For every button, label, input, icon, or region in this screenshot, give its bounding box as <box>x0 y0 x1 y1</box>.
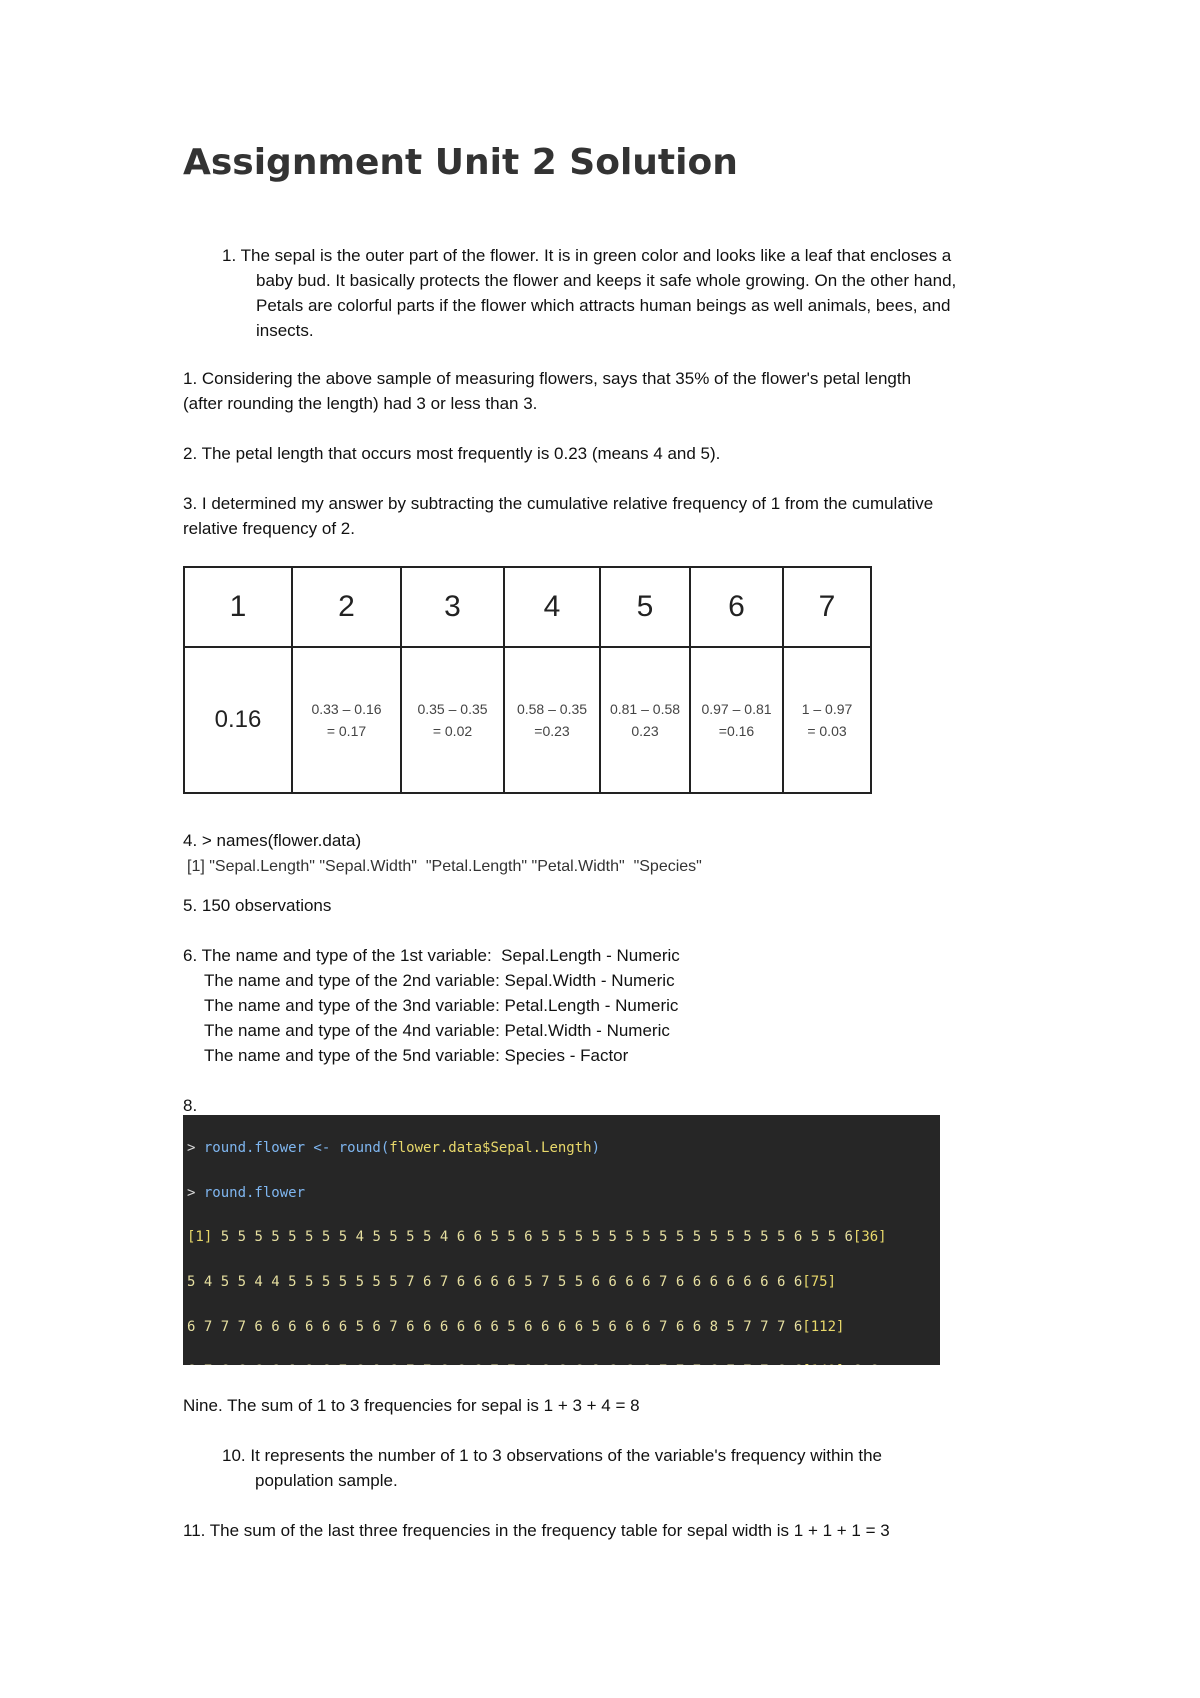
frequency-table-value-row <box>184 647 871 793</box>
question-1-line-2: baby bud. It basically protects the flower and keeps it safe whole growing. On the other hand, <box>256 271 957 290</box>
answer-5: 5. 150 observations <box>183 896 332 915</box>
console-line: 5 4 5 5 4 4 5 5 5 5 5 5 5 7 6 7 6 6 6 6 5 7 5 5 6 6 6 6 7 6 6 6 6 6 6 6 6[75] <box>187 1274 837 1291</box>
table-value-cell <box>292 647 401 793</box>
table-value-line-2: = 0.17 <box>326 723 367 739</box>
frequency-table <box>183 566 872 794</box>
console-line: > round.flower <- round(flower.data$Sepal.Length) <box>187 1140 601 1157</box>
answer-3 <box>183 491 1023 541</box>
table-header-cell: 1 <box>184 567 292 647</box>
console-line: 6 7 7 7 6 6 6 6 6 6 5 6 7 6 6 6 6 6 6 5 6 6 6 6 5 6 6 6 7 6 6 8 5 7 7 7 6[112] <box>187 1318 845 1335</box>
table-value-cell <box>504 647 600 793</box>
table-value-line-2: = 0.03 <box>807 723 847 739</box>
table-value-line-1: 0.35 – 0.35 <box>417 701 488 717</box>
question-1-line-4: insects. <box>256 321 314 340</box>
answer-6-line-3: The name and type of the 3nd variable: Petal.Length - Numeric <box>204 996 679 1015</box>
question-1-number: 1. <box>222 246 237 265</box>
answer-11: 11. The sum of the last three frequencies in the frequency table for sepal width is 1 + 1 + 1 = 3 <box>183 1521 890 1540</box>
table-header-cell: 4 <box>504 567 600 647</box>
table-value-line-1: 0.16 <box>214 706 262 733</box>
table-value-line-1: 0.97 – 0.81 <box>701 701 772 717</box>
question-1-line-1: The sepal is the outer part of the flower. It is in green color and looks like a leaf that encloses a <box>240 246 952 265</box>
answer-8-label: 8. <box>183 1096 198 1115</box>
table-value-line-2: =0.16 <box>718 723 755 739</box>
table-value-line-1: 0.81 – 0.58 <box>609 701 681 717</box>
answer-6 <box>183 943 1023 1068</box>
answer-10-line-1: 10. It represents the number of 1 to 3 observations of the variable's frequency within the <box>222 1446 883 1465</box>
answer-1-line-1: 1. Considering the above sample of measuring flowers, says that 35% of the flower's petal length <box>183 369 912 388</box>
table-value-line-2: 0.23 <box>631 723 659 739</box>
answer-1 <box>183 366 1023 416</box>
table-value-cell <box>783 647 871 793</box>
answer-2: 2. The petal length that occurs most frequently is 0.23 (means 4 and 5). <box>183 444 721 463</box>
answer-9: Nine. The sum of 1 to 3 frequencies for sepal is 1 + 3 + 4 = 8 <box>183 1396 640 1415</box>
page-title: Assignment Unit 2 Solution <box>183 142 738 183</box>
answer-10-line-2: population sample. <box>255 1471 398 1490</box>
answer-6-line-5: The name and type of the 5nd variable: Species - Factor <box>204 1046 629 1065</box>
console-line: [1] 5 5 5 5 5 5 5 5 4 5 5 5 5 4 6 6 5 5 6 5 5 5 5 5 5 5 5 5 5 5 5 5 5 5 6 5 5 6[36] <box>187 1229 887 1246</box>
console-line <box>187 1360 940 1365</box>
answer-6-line-1: 6. The name and type of the 1st variable: Sepal.Length - Numeric <box>183 946 680 965</box>
names-output: [1] "Sepal.Length" "Sepal.Width" "Petal.Length" "Petal.Width" "Species" <box>187 858 702 875</box>
frequency-table-header-row <box>184 567 871 647</box>
table-value-line-1: 0.33 – 0.16 <box>311 701 382 717</box>
table-value-cell <box>401 647 504 793</box>
table-value-line-2: = 0.02 <box>432 723 473 739</box>
table-header-cell: 6 <box>690 567 783 647</box>
answer-3-line-2: relative frequency of 2. <box>183 519 355 538</box>
answer-6-line-2: The name and type of the 2nd variable: Sepal.Width - Numeric <box>204 971 675 990</box>
table-header-cell: 3 <box>401 567 504 647</box>
table-value-cell <box>184 647 292 793</box>
question-1-line-3: Petals are colorful parts if the flower which attracts human beings as well animals, bees, and <box>256 296 951 315</box>
console-line: > round.flower <box>187 1184 306 1201</box>
r-console-screenshot <box>183 1115 940 1365</box>
answer-3-line-1: 3. I determined my answer by subtracting the cumulative relative frequency of 1 from the cumulative <box>183 494 934 513</box>
table-value-line-1: 0.58 – 0.35 <box>516 701 588 717</box>
answer-6-line-4: The name and type of the 4nd variable: Petal.Width - Numeric <box>204 1021 670 1040</box>
table-value-cell <box>690 647 783 793</box>
table-header-cell: 7 <box>783 567 871 647</box>
table-value-line-1: 1 – 0.97 <box>801 701 853 717</box>
table-header-cell: 5 <box>600 567 690 647</box>
question-1 <box>222 243 1022 343</box>
answer-1-line-2: (after rounding the length) had 3 or less than 3. <box>183 394 538 413</box>
answer-10 <box>222 1443 1022 1493</box>
table-value-cell <box>600 647 690 793</box>
table-header-cell: 2 <box>292 567 401 647</box>
answer-4: 4. > names(flower.data) <box>183 831 362 850</box>
table-value-line-2: =0.23 <box>534 723 570 739</box>
